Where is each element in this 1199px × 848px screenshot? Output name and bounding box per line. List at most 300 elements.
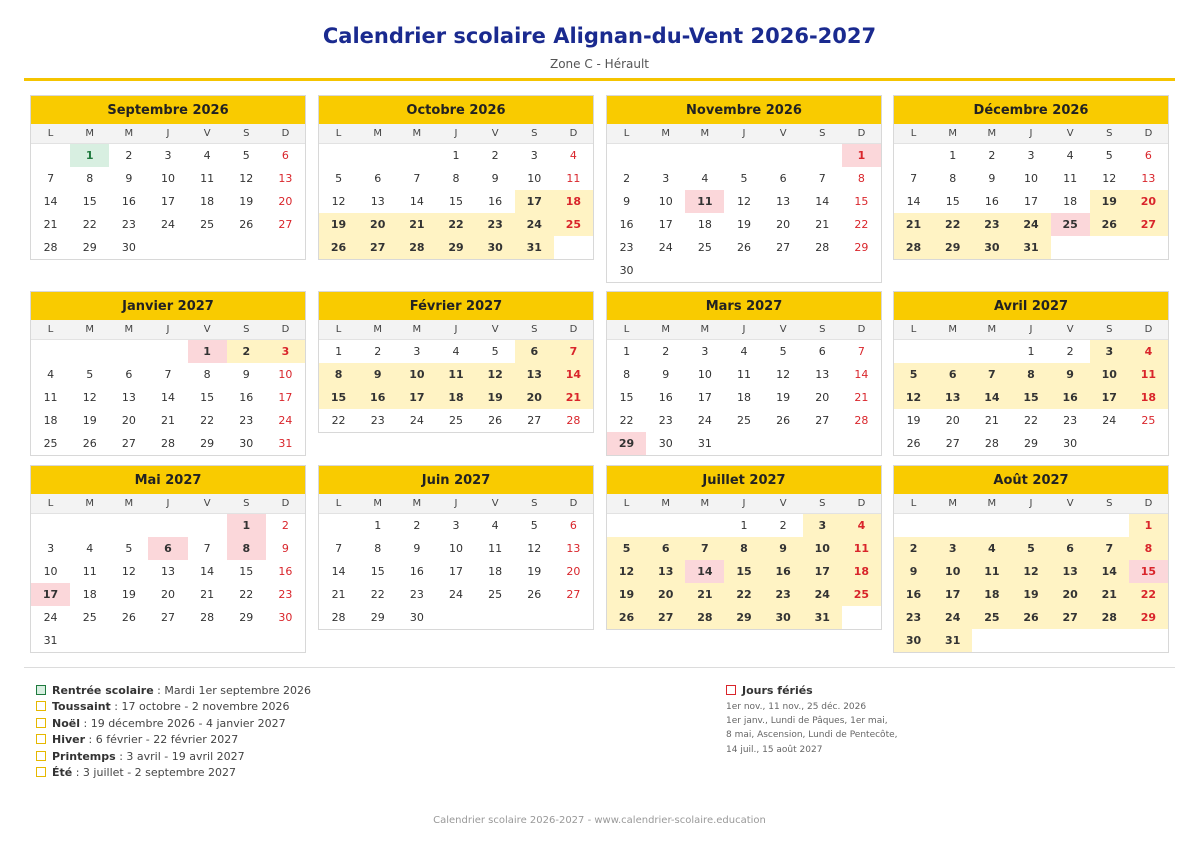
legend-swatch <box>36 734 46 744</box>
month-card <box>318 465 594 630</box>
weekday-label: J <box>1029 324 1033 335</box>
weekday-label: M <box>124 324 134 335</box>
month-title: Juin 2027 <box>319 466 593 494</box>
legend-swatch <box>36 701 46 711</box>
day-cell: 22 <box>200 414 215 427</box>
day-cell: 24 <box>160 218 175 231</box>
day-cell: 19 <box>319 213 358 236</box>
weekday-label: J <box>454 324 458 335</box>
empty-cell <box>607 514 646 537</box>
day-cell: 16 <box>1051 386 1090 409</box>
day-cell: 4 <box>47 368 55 381</box>
day-cell: 16 <box>984 195 999 208</box>
day-cell: 3 <box>164 149 172 162</box>
day-cell: 17 <box>448 565 463 578</box>
day-cell: 21 <box>331 588 346 601</box>
day-cell: 29 <box>933 236 972 259</box>
weekday-label: S <box>819 324 826 335</box>
day-cell: 9 <box>988 172 996 185</box>
weekday-label: S <box>531 128 538 139</box>
day-cell: 23 <box>121 218 136 231</box>
day-cell: 20 <box>815 391 830 404</box>
day-cell: 13 <box>815 368 830 381</box>
day-cell: 10 <box>1023 172 1038 185</box>
day-cell: 12 <box>1102 172 1117 185</box>
empty-cell <box>148 340 187 363</box>
month-title: Novembre 2026 <box>607 96 881 124</box>
weekday-label: M <box>373 324 383 335</box>
day-cell: 29 <box>1129 606 1168 629</box>
day-cell: 6 <box>281 149 289 162</box>
day-cell: 22 <box>331 414 346 427</box>
weekday-header <box>894 320 1168 340</box>
weekday-label: V <box>491 324 499 335</box>
day-cell: 6 <box>646 537 685 560</box>
day-grid <box>607 340 881 455</box>
day-cell: 19 <box>1011 583 1050 606</box>
weekday-label: S <box>243 128 250 139</box>
weekday-label: M <box>412 128 422 139</box>
day-cell: 25 <box>736 414 751 427</box>
day-cell: 11 <box>972 560 1011 583</box>
day-grid <box>319 144 593 259</box>
day-cell: 15 <box>370 565 385 578</box>
day-cell: 28 <box>854 414 869 427</box>
day-cell: 12 <box>331 195 346 208</box>
empty-cell <box>31 514 70 537</box>
day-cell: 21 <box>160 414 175 427</box>
day-cell: 20 <box>358 213 397 236</box>
day-cell: 30 <box>764 606 803 629</box>
legend-dates: : 6 février - 22 février 2027 <box>85 733 239 747</box>
day-cell: 10 <box>160 172 175 185</box>
legend-swatch <box>36 685 46 695</box>
empty-cell <box>319 144 358 167</box>
weekday-label: S <box>1106 498 1113 509</box>
day-cell: 31 <box>933 629 972 652</box>
day-cell: 7 <box>857 345 865 358</box>
day-cell: 20 <box>160 588 175 601</box>
month-card <box>606 291 882 456</box>
day-cell: 13 <box>1051 560 1090 583</box>
day-cell: 25 <box>1141 414 1156 427</box>
weekday-header <box>31 494 305 514</box>
day-cell: 4 <box>569 149 577 162</box>
weekday-label: S <box>243 324 250 335</box>
day-cell: 20 <box>515 386 554 409</box>
weekday-label: M <box>373 498 383 509</box>
weekday-label: M <box>987 324 997 335</box>
legend-dates: : 3 avril - 19 avril 2027 <box>115 749 245 763</box>
day-cell: 11 <box>1129 363 1168 386</box>
month-card <box>893 291 1169 456</box>
day-cell: 18 <box>697 218 712 231</box>
day-cell: 8 <box>949 172 957 185</box>
day-cell: 18 <box>554 190 593 213</box>
weekday-label: M <box>661 128 671 139</box>
weekday-label: M <box>700 324 710 335</box>
day-cell: 12 <box>1011 560 1050 583</box>
empty-cell <box>724 144 763 167</box>
day-cell: 18 <box>488 565 503 578</box>
weekday-label: S <box>531 498 538 509</box>
day-cell: 26 <box>1011 606 1050 629</box>
day-cell: 9 <box>125 172 133 185</box>
day-cell: 12 <box>476 363 515 386</box>
holidays-title: Jours fériés <box>742 684 813 697</box>
weekday-label: V <box>491 128 499 139</box>
day-cell: 21 <box>1090 583 1129 606</box>
day-cell: 13 <box>566 542 581 555</box>
weekday-label: D <box>281 324 290 335</box>
day-cell: 23 <box>370 414 385 427</box>
footer: Calendrier scolaire 2026-2027 - www.calendrier-scolaire.education <box>433 815 766 826</box>
day-cell: 25 <box>554 213 593 236</box>
month-card <box>30 291 306 456</box>
day-cell: 28 <box>815 241 830 254</box>
day-cell: 5 <box>335 172 343 185</box>
day-cell: 12 <box>121 565 136 578</box>
weekday-label: D <box>281 498 290 509</box>
empty-cell <box>109 514 148 537</box>
day-cell: 7 <box>335 542 343 555</box>
holidays-line: 1er nov., 11 nov., 25 déc. 2026 <box>726 702 867 712</box>
weekday-label: L <box>910 498 917 509</box>
day-cell: 4 <box>203 149 211 162</box>
day-cell: 18 <box>842 560 881 583</box>
day-cell: 10 <box>697 368 712 381</box>
day-cell: 11 <box>736 368 751 381</box>
day-cell: 17 <box>658 218 673 231</box>
month-title: Octobre 2026 <box>319 96 593 124</box>
weekday-label: D <box>569 324 578 335</box>
empty-cell <box>31 340 70 363</box>
day-cell: 5 <box>242 149 250 162</box>
weekday-label: M <box>700 498 710 509</box>
day-cell: 8 <box>1011 363 1050 386</box>
day-cell: 15 <box>724 560 763 583</box>
day-cell: 30 <box>409 611 424 624</box>
day-cell: 12 <box>776 368 791 381</box>
day-cell: 7 <box>972 363 1011 386</box>
day-cell: 31 <box>43 634 58 647</box>
legend-item <box>36 716 311 732</box>
day-cell: 23 <box>619 241 634 254</box>
day-cell: 23 <box>1063 414 1078 427</box>
day-cell: 16 <box>658 391 673 404</box>
day-cell: 31 <box>1011 236 1050 259</box>
day-cell: 13 <box>776 195 791 208</box>
day-cell: 1 <box>1129 514 1168 537</box>
day-cell: 16 <box>764 560 803 583</box>
day-cell: 9 <box>358 363 397 386</box>
weekday-label: M <box>85 498 95 509</box>
day-cell: 13 <box>933 386 972 409</box>
day-cell: 2 <box>374 345 382 358</box>
day-cell: 20 <box>945 414 960 427</box>
legend-dates: : 17 octobre - 2 novembre 2026 <box>110 700 290 714</box>
day-cell: 30 <box>476 236 515 259</box>
day-grid <box>31 514 305 652</box>
day-cell: 28 <box>160 437 175 450</box>
day-cell: 22 <box>933 213 972 236</box>
holidays-line: 1er janv., Lundi de Pâques, 1er mai, <box>726 716 888 727</box>
day-cell: 8 <box>86 172 94 185</box>
day-cell: 17 <box>278 391 293 404</box>
weekday-label: D <box>569 128 578 139</box>
weekday-header <box>894 124 1168 144</box>
legend-name: Rentrée scolaire <box>52 684 154 697</box>
day-cell: 21 <box>894 213 933 236</box>
weekday-label: J <box>454 128 458 139</box>
day-cell: 23 <box>658 414 673 427</box>
weekday-label: S <box>819 128 826 139</box>
empty-cell <box>70 340 109 363</box>
legend-swatch <box>36 767 46 777</box>
day-cell: 5 <box>779 345 787 358</box>
day-cell: 6 <box>779 172 787 185</box>
weekday-label: S <box>819 498 826 509</box>
day-cell: 28 <box>566 414 581 427</box>
weekday-label: M <box>85 324 95 335</box>
legend-swatch <box>36 718 46 728</box>
day-grid <box>319 340 593 432</box>
day-grid <box>894 514 1168 652</box>
day-cell: 30 <box>1063 437 1078 450</box>
day-cell: 26 <box>82 437 97 450</box>
day-cell: 29 <box>200 437 215 450</box>
empty-cell <box>70 514 109 537</box>
empty-cell <box>972 340 1011 363</box>
day-cell: 18 <box>436 386 475 409</box>
empty-cell <box>1090 514 1129 537</box>
weekday-label: M <box>661 324 671 335</box>
day-cell: 25 <box>200 218 215 231</box>
day-cell: 9 <box>281 542 289 555</box>
empty-cell <box>933 514 972 537</box>
day-cell: 11 <box>1063 172 1078 185</box>
weekday-label: L <box>910 128 917 139</box>
day-grid <box>319 514 593 629</box>
weekday-header <box>31 320 305 340</box>
day-cell: 19 <box>527 565 542 578</box>
day-cell: 27 <box>278 218 293 231</box>
day-cell: 4 <box>701 172 709 185</box>
day-cell: 8 <box>227 537 266 560</box>
weekday-label: L <box>623 324 630 335</box>
weekday-label: J <box>742 498 746 509</box>
day-cell: 16 <box>358 386 397 409</box>
weekday-label: M <box>373 128 383 139</box>
day-cell: 16 <box>409 565 424 578</box>
day-cell: 30 <box>619 264 634 277</box>
day-cell: 22 <box>436 213 475 236</box>
day-cell: 16 <box>894 583 933 606</box>
day-cell: 13 <box>1141 172 1156 185</box>
day-cell: 27 <box>121 437 136 450</box>
day-cell: 13 <box>121 391 136 404</box>
day-cell: 3 <box>530 149 538 162</box>
day-cell: 9 <box>662 368 670 381</box>
day-cell: 7 <box>1090 537 1129 560</box>
day-cell: 6 <box>1144 149 1152 162</box>
weekday-label: M <box>85 128 95 139</box>
day-cell: 19 <box>776 391 791 404</box>
day-cell: 24 <box>409 414 424 427</box>
day-cell: 2 <box>227 340 266 363</box>
month-card <box>606 465 882 630</box>
day-cell: 24 <box>697 414 712 427</box>
day-cell: 15 <box>945 195 960 208</box>
day-cell: 2 <box>779 519 787 532</box>
legend-item <box>36 749 311 765</box>
empty-cell <box>685 514 724 537</box>
day-cell: 26 <box>1090 213 1129 236</box>
day-cell: 10 <box>397 363 436 386</box>
holidays-line: 14 juil., 15 août 2027 <box>726 744 823 755</box>
day-cell: 30 <box>278 611 293 624</box>
day-cell: 9 <box>242 368 250 381</box>
day-cell: 25 <box>842 583 881 606</box>
empty-cell <box>358 144 397 167</box>
day-cell: 27 <box>1129 213 1168 236</box>
weekday-label: D <box>857 128 866 139</box>
weekday-label: L <box>335 498 342 509</box>
day-cell: 24 <box>658 241 673 254</box>
day-cell: 24 <box>278 414 293 427</box>
empty-cell <box>397 144 436 167</box>
day-cell: 28 <box>685 606 724 629</box>
month-title: Août 2027 <box>894 466 1168 494</box>
day-cell: 3 <box>1027 149 1035 162</box>
weekday-label: M <box>124 128 134 139</box>
weekday-label: D <box>1144 128 1153 139</box>
day-grid <box>894 144 1168 259</box>
day-cell: 22 <box>1129 583 1168 606</box>
day-cell: 29 <box>239 611 254 624</box>
day-cell: 14 <box>160 391 175 404</box>
day-cell: 15 <box>619 391 634 404</box>
day-cell: 6 <box>148 537 187 560</box>
day-cell: 20 <box>1129 190 1168 213</box>
day-cell: 6 <box>569 519 577 532</box>
day-grid <box>607 514 881 629</box>
day-cell: 14 <box>409 195 424 208</box>
day-cell: 9 <box>894 560 933 583</box>
day-cell: 17 <box>933 583 972 606</box>
day-cell: 10 <box>527 172 542 185</box>
day-cell: 15 <box>239 565 254 578</box>
weekday-label: L <box>335 128 342 139</box>
day-cell: 11 <box>488 542 503 555</box>
weekday-label: V <box>779 128 787 139</box>
day-cell: 29 <box>607 432 646 455</box>
day-cell: 3 <box>803 514 842 537</box>
month-title: Septembre 2026 <box>31 96 305 124</box>
day-cell: 19 <box>239 195 254 208</box>
weekday-label: D <box>857 498 866 509</box>
day-cell: 14 <box>200 565 215 578</box>
day-cell: 28 <box>331 611 346 624</box>
day-cell: 13 <box>278 172 293 185</box>
day-cell: 3 <box>266 340 305 363</box>
day-cell: 26 <box>319 236 358 259</box>
day-cell: 8 <box>724 537 763 560</box>
weekday-label: J <box>1029 128 1033 139</box>
day-cell: 17 <box>697 391 712 404</box>
day-cell: 12 <box>82 391 97 404</box>
day-cell: 13 <box>646 560 685 583</box>
day-cell: 15 <box>319 386 358 409</box>
day-cell: 14 <box>972 386 1011 409</box>
month-card <box>318 95 594 260</box>
weekday-label: M <box>948 128 958 139</box>
weekday-label: S <box>531 324 538 335</box>
day-cell: 8 <box>319 363 358 386</box>
day-cell: 9 <box>413 542 421 555</box>
day-cell: 19 <box>906 414 921 427</box>
day-cell: 9 <box>491 172 499 185</box>
weekday-label: M <box>412 498 422 509</box>
day-cell: 22 <box>1023 414 1038 427</box>
day-cell: 3 <box>413 345 421 358</box>
weekday-label: V <box>779 498 787 509</box>
weekday-label: J <box>742 324 746 335</box>
day-cell: 5 <box>607 537 646 560</box>
day-cell: 25 <box>448 414 463 427</box>
weekday-label: M <box>700 128 710 139</box>
day-cell: 15 <box>1011 386 1050 409</box>
day-cell: 2 <box>623 172 631 185</box>
day-cell: 4 <box>972 537 1011 560</box>
day-cell: 21 <box>984 414 999 427</box>
month-title: Décembre 2026 <box>894 96 1168 124</box>
day-cell: 30 <box>972 236 1011 259</box>
day-grid <box>894 340 1168 455</box>
day-cell: 14 <box>685 560 724 583</box>
day-cell: 16 <box>239 391 254 404</box>
day-cell: 14 <box>1090 560 1129 583</box>
day-cell: 29 <box>854 241 869 254</box>
day-cell: 2 <box>413 519 421 532</box>
day-cell: 12 <box>527 542 542 555</box>
empty-cell <box>1051 514 1090 537</box>
weekday-header <box>319 124 593 144</box>
day-cell: 25 <box>488 588 503 601</box>
day-cell: 18 <box>200 195 215 208</box>
day-cell: 12 <box>607 560 646 583</box>
day-cell: 1 <box>70 144 109 167</box>
day-cell: 17 <box>160 195 175 208</box>
day-cell: 21 <box>397 213 436 236</box>
weekday-label: S <box>1106 128 1113 139</box>
legend-dates: : 19 décembre 2026 - 4 janvier 2027 <box>80 716 286 730</box>
day-cell: 1 <box>842 144 881 167</box>
weekday-header <box>607 320 881 340</box>
day-cell: 31 <box>803 606 842 629</box>
day-cell: 4 <box>86 542 94 555</box>
day-cell: 30 <box>121 241 136 254</box>
day-cell: 21 <box>815 218 830 231</box>
weekday-label: V <box>203 498 211 509</box>
day-cell: 17 <box>1023 195 1038 208</box>
vacation-legend <box>36 683 311 781</box>
day-cell: 4 <box>842 514 881 537</box>
day-cell: 17 <box>397 386 436 409</box>
day-cell: 20 <box>121 414 136 427</box>
weekday-label: J <box>454 498 458 509</box>
empty-cell <box>803 144 842 167</box>
